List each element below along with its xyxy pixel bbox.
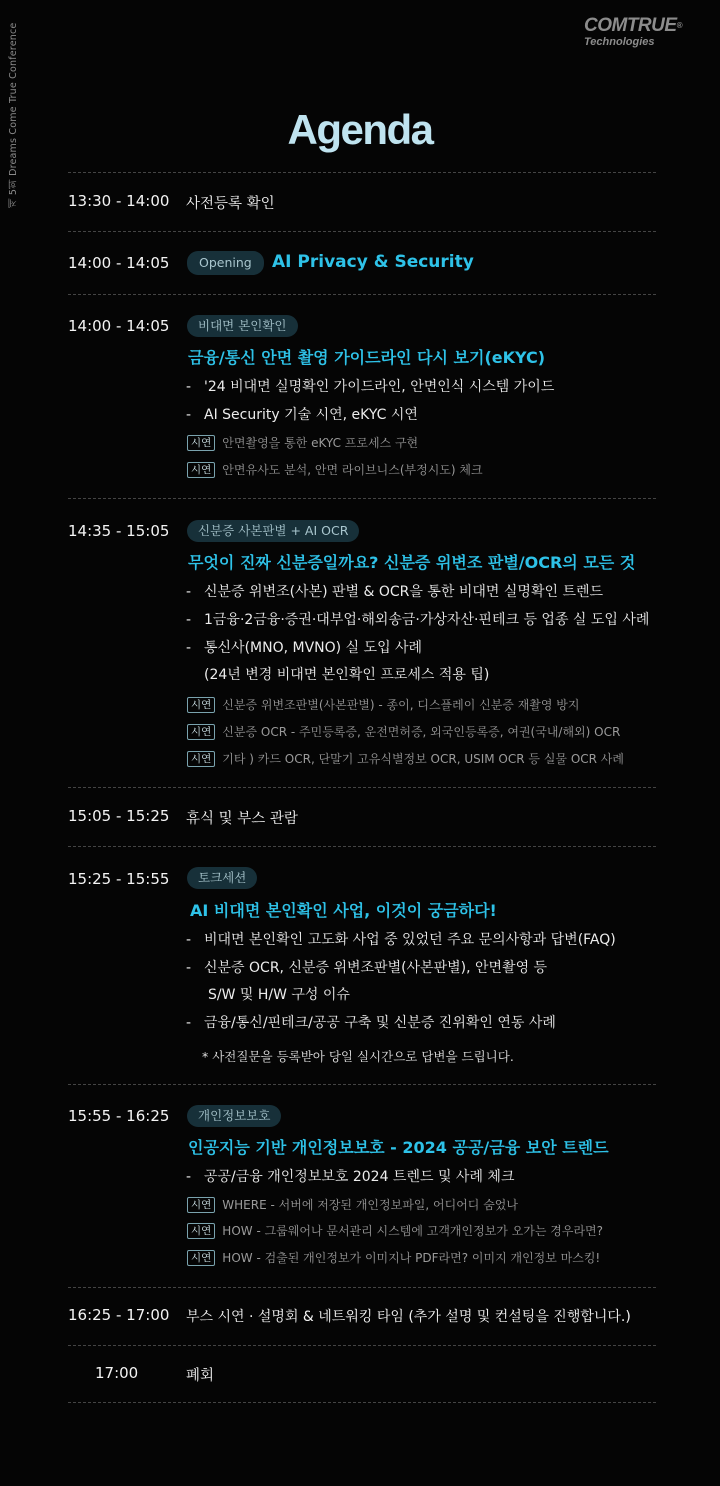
demo-tag: 시연: [187, 724, 215, 740]
session-text: 폐회: [186, 1368, 215, 1384]
session-time: 16:25 - 17:00: [68, 1306, 170, 1324]
session-time: 15:25 - 15:55: [68, 870, 170, 888]
divider: [68, 1084, 656, 1085]
session-badge: 토크세션: [187, 867, 257, 889]
session-time: 15:55 - 16:25: [68, 1107, 170, 1125]
session-note: * 사전질문을 등록받아 당일 실시간으로 답변을 드립니다.: [202, 1049, 514, 1064]
session-title: 무엇이 진짜 신분증일까요? 신분증 위변조 판별/OCR의 모든 것: [188, 553, 636, 572]
bullet-item: - AI Security 기술 시연, eKYC 시연: [186, 407, 418, 423]
session-text: 휴식 및 부스 관람: [186, 811, 298, 827]
session-title: AI 비대면 본인확인 사업, 이것이 궁금하다!: [190, 901, 497, 920]
bullet-continuation: S/W 및 H/W 구성 이슈: [208, 987, 350, 1003]
divider: [68, 1287, 656, 1288]
divider: [68, 1345, 656, 1346]
demo-item: 시연 HOW - 그룹웨어나 문서관리 시스템에 고객개인정보가 오가는 경우라면?: [187, 1222, 603, 1239]
divider: [68, 787, 656, 788]
session-badge: 비대면 본인확인: [187, 315, 298, 337]
logo-sub-text: Technologies: [584, 36, 655, 48]
demo-tag: 시연: [187, 1223, 215, 1239]
demo-tag: 시연: [187, 462, 215, 478]
divider: [68, 231, 656, 232]
demo-item: 시연 안면촬영을 통한 eKYC 프로세스 구현: [187, 434, 418, 451]
session-title: AI Privacy & Security: [272, 252, 474, 272]
session-time: 14:00 - 14:05: [68, 254, 170, 272]
divider: [68, 1402, 656, 1403]
session-time: 15:05 - 15:25: [68, 807, 170, 825]
session-title: 인공지능 기반 개인정보보호 - 2024 공공/금융 보안 트렌드: [188, 1138, 609, 1157]
bullet-item: - 신분증 OCR, 신분증 위변조판별(사본판별), 안면촬영 등: [186, 960, 548, 976]
bullet-item: - 금융/통신/핀테크/공공 구축 및 신분증 진위확인 연동 사례: [186, 1015, 556, 1031]
demo-item: 시연 신분증 OCR - 주민등록증, 운전면허증, 외국인등록증, 여권(국내/해외) OCR: [187, 723, 620, 740]
divider: [68, 846, 656, 847]
session-badge: 개인정보보호: [187, 1105, 281, 1127]
session-time: 14:00 - 14:05: [68, 317, 170, 335]
session-text: 사전등록 확인: [186, 196, 275, 212]
demo-tag: 시연: [187, 1250, 215, 1266]
session-time: 14:35 - 15:05: [68, 522, 170, 540]
conference-side-label: 제 5회 Dreams Come True Conference: [8, 22, 19, 208]
demo-tag: 시연: [187, 751, 215, 767]
divider: [68, 172, 656, 173]
session-text: 부스 시연 · 설명회 & 네트워킹 타임 (추가 설명 및 컨설팅을 진행합니다.): [186, 1309, 631, 1325]
demo-item: 시연 HOW - 검출된 개인정보가 이미지나 PDF라면? 이미지 개인정보 마스킹!: [187, 1249, 600, 1266]
comtrue-logo: COMTRUE® Technologies: [584, 16, 700, 49]
session-time: 17:00: [95, 1364, 139, 1382]
demo-tag: 시연: [187, 1197, 215, 1213]
demo-item: 시연 기타 ) 카드 OCR, 단말기 고유식별정보 OCR, USIM OCR 등 실물 OCR 사례: [187, 750, 624, 767]
bullet-item: - 비대면 본인확인 고도화 사업 중 있었던 주요 문의사항과 답변(FAQ): [186, 932, 616, 948]
demo-item: 시연 안면유사도 분석, 안면 라이브니스(부정시도) 체크: [187, 461, 483, 478]
bullet-item: - 신분증 위변조(사본) 판별 & OCR을 통한 비대면 실명확인 트렌드: [186, 584, 604, 600]
bullet-continuation: (24년 변경 비대면 본인확인 프로세스 적용 팁): [204, 667, 490, 683]
logo-main-text: COMTRUE: [584, 15, 677, 36]
bullet-item: - 통신사(MNO, MVNO) 실 도입 사례: [186, 640, 423, 656]
bullet-item: - '24 비대면 실명확인 가이드라인, 안면인식 시스템 가이드: [186, 379, 555, 395]
bullet-item: - 1금융·2금융·증권·대부업·해외송금·가상자산·핀테크 등 업종 실 도입 사례: [186, 612, 650, 628]
session-title: 금융/통신 안면 촬영 가이드라인 다시 보기(eKYC): [188, 348, 546, 367]
demo-tag: 시연: [187, 697, 215, 713]
demo-item: 시연 신분증 위변조판별(사본판별) - 종이, 디스플레이 신분증 재촬영 방지: [187, 696, 580, 713]
demo-tag: 시연: [187, 435, 215, 451]
demo-item: 시연 WHERE - 서버에 저장된 개인정보파일, 어디어디 숨었나: [187, 1196, 518, 1213]
divider: [68, 498, 656, 499]
session-badge: Opening: [187, 251, 264, 275]
session-badge: 신분증 사본판별 + AI OCR: [187, 520, 359, 542]
session-time: 13:30 - 14:00: [68, 192, 170, 210]
page-title: Agenda: [287, 106, 433, 153]
divider: [68, 294, 656, 295]
bullet-item: - 공공/금융 개인정보보호 2024 트렌드 및 사례 체크: [186, 1169, 515, 1185]
